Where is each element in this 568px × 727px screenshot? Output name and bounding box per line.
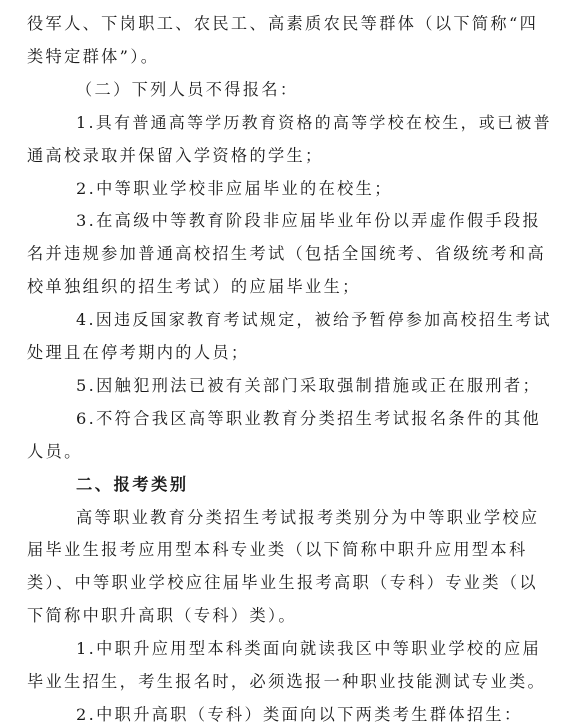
- list-item: 6.不符合我区高等职业教育分类招生考试报名条件的其他: [76, 409, 542, 428]
- section-subheading: （二）下列人员不得报名：: [76, 80, 299, 99]
- list-item: 3.在高级中等教育阶段非应届毕业年份以弄虚作假手段报: [76, 211, 542, 230]
- list-item: 2.中等职业学校非应届毕业的在校生；: [76, 179, 393, 198]
- text-line: 毕业生招生，考生报名时，必须选报一种职业技能测试专业类。: [27, 672, 547, 691]
- text-line: 届毕业生报考应用型本科专业类（以下简称中职升应用型本科: [27, 540, 528, 559]
- text-line: 类特定群体”）。: [27, 47, 160, 66]
- text-line: 校单独组织的招生考试）的应届毕业生；: [27, 277, 361, 296]
- text-line: 名并违规参加普通高校招生考试（包括全国统考、省级统考和高: [27, 244, 547, 263]
- text-line: 通高校录取并保留入学资格的学生；: [27, 146, 324, 165]
- list-item: 1.具有普通高等学历教育资格的高等学校在校生，或已被普: [76, 113, 552, 132]
- text-line: 下简称中职升高职（专科）类）。: [27, 606, 297, 625]
- text-line: 类）、中等职业学校应往届毕业生报考高职（专科）专业类（以: [27, 573, 538, 592]
- list-item: 5.因触犯刑法已被有关部门采取强制措施或正在服刑者；: [76, 376, 542, 395]
- list-item: 1.中职升应用型本科类面向就读我区中等职业学校的应届: [76, 639, 542, 658]
- list-item: 4.因违反国家教育考试规定，被给予暂停参加高校招生考试: [76, 310, 552, 329]
- text-line: 处理且在停考期内的人员；: [27, 343, 250, 362]
- paragraph-line: 高等职业教育分类招生考试报考类别分为中等职业学校应: [76, 508, 540, 527]
- text-line: 人员。: [27, 442, 83, 461]
- text-line: 役军人、下岗职工、农民工、高素质农民等群体（以下简称“四: [27, 14, 539, 33]
- list-item: 2.中职升高职（专科）类面向以下两类考生群体招生：: [76, 705, 523, 724]
- section-heading: 二、报考类别: [76, 475, 189, 494]
